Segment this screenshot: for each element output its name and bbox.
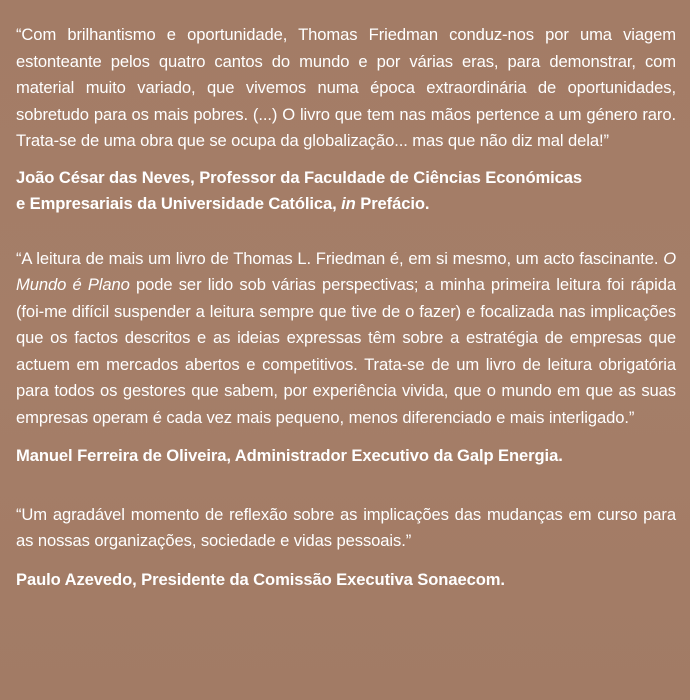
- quote-3-attribution: [16, 567, 676, 594]
- quote-1-attribution: [16, 165, 676, 218]
- quote-3: [16, 502, 676, 555]
- quote-3-text: “Um agradável momento de reflexão sobre as implicações das mudanças em curso para as nossas organizações, sociedade e vidas pessoais.”: [16, 504, 676, 550]
- quote-2-book-title: O Mundo é Plano: [16, 248, 676, 294]
- quote-2-text-end: pode ser lido sob várias perspectivas; a minha primeira leitura foi rápida (foi-me difícil suspender a leitura sempre que tive de o fazer) e focalizada nas implicações que os factos descritos e as ideias expressas têm sobre a estratégia de empresas que actuem em mercados abertos e competitivos. Trata-se de um livro de leitura obrigatória para todos os gestores que sabem, por experiência vivida, que o mundo em que as suas empresas operam é cada vez mais pequeno, menos diferenciado e mais interligado.”: [16, 275, 676, 427]
- quote-1: [16, 22, 676, 155]
- quote-2: [16, 246, 676, 432]
- quote-2-attribution: [16, 443, 676, 470]
- attribution-3-text: Paulo Azevedo, Presidente da Comissão Executiva Sonaecom.: [16, 569, 505, 589]
- attribution-1-line-2-end: Prefácio.: [355, 194, 430, 213]
- attribution-1-line-2-start: e Empresariais da Universidade Católica,: [16, 194, 342, 213]
- quote-1-text: “Com brilhantismo e oportunidade, Thomas Friedman conduz-nos por uma viagem estonteante pelos quatro cantos do mundo e por várias eras, para demonstrar, com material muito variado, que vivemos numa época extraordinária de oportunidades, sobretudo para os mais pobres. (...) O livro que tem nas mãos pertence a um género raro. Trata-se de uma obra que se ocupa da globalização... mas que não diz mal dela!”: [16, 25, 676, 150]
- attribution-1-italic-in: in: [341, 194, 356, 213]
- attribution-1-line-1: João César das Neves, Professor da Faculdade de Ciências Económicas: [16, 167, 583, 187]
- attribution-2-text: Manuel Ferreira de Oliveira, Administrador Executivo da Galp Energia.: [16, 446, 563, 465]
- quote-2-text-start: “A leitura de mais um livro de Thomas L. Friedman é, em si mesmo, um acto fascinante.: [16, 248, 664, 268]
